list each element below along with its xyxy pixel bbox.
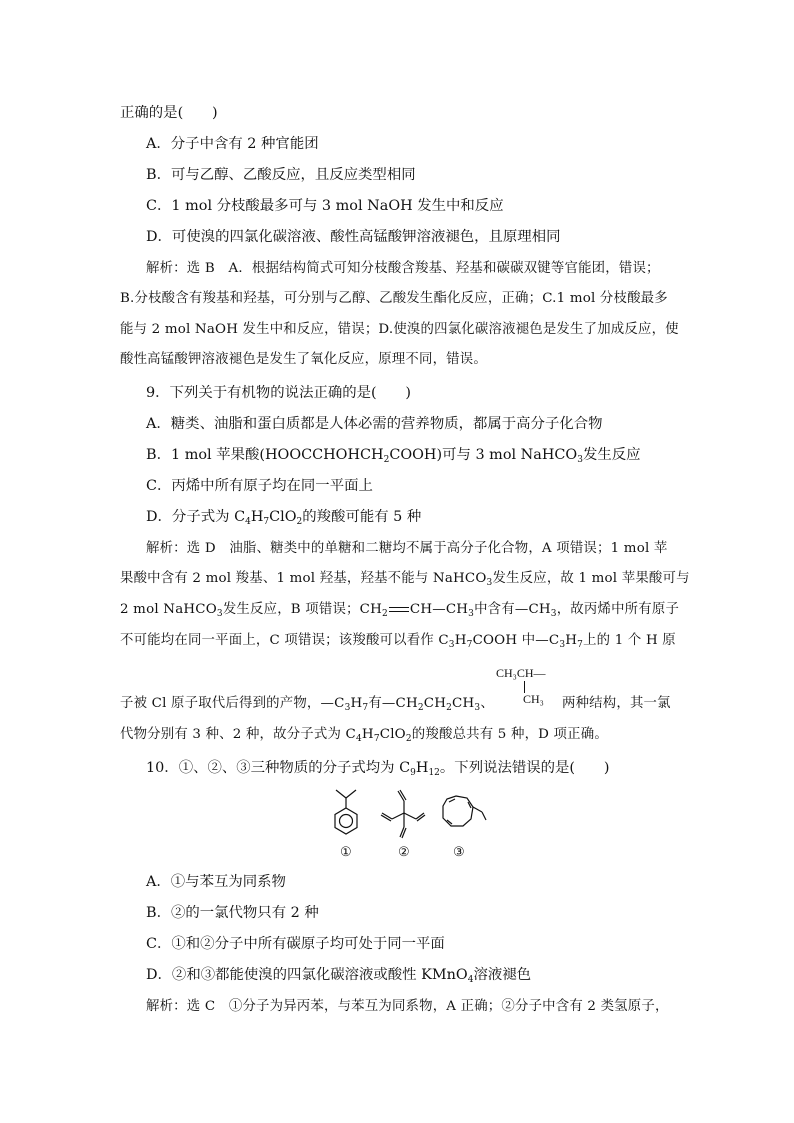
isopropyl-structure-bottom: CH₃: [523, 692, 544, 706]
solution-9-line-2: 果酸中含有 2 mol 羧基、1 mol 羟基，羟基不能与 NaHCO$_3$发生反应，故 1 mol 苹果酸可与: [120, 571, 690, 588]
double-bond-sign: [388, 606, 410, 614]
option-d-8: D．可使溴的四氯化碳溶液、酸性高锰酸钾溶液褪色，且原理相同: [146, 229, 561, 245]
option-a-8: A．分子中含有 2 种官能团: [146, 136, 319, 152]
molecule-2-trivinyl-icon: [378, 787, 430, 843]
option-c-10: C．①和②分子中所有碳原子均可处于同一平面: [146, 936, 445, 952]
option-a-9: A．糖类、油脂和蛋白质都是人体必需的营养物质，都属于高分子化合物: [146, 416, 603, 432]
question-9: 9．下列关于有机物的说法正确的是( ): [146, 385, 412, 401]
question-10: 10．①、②、③三种物质的分子式均为 $C_9H_{12}$。下列说法错误的是( ): [146, 760, 610, 778]
molecule-1-isopropylbenzene-icon: [326, 786, 366, 844]
molecule-3-label: ③: [453, 845, 465, 860]
solution-9-line-5: 子被 Cl 原子取代后得到的产物，$—C_3H_7$有$—CH_2CH_2CH_3$、: [120, 696, 494, 713]
option-b-8: B．可与乙醇、乙酸反应，且反应类型相同: [146, 167, 416, 183]
isopropyl-structure-top: CH₃CH—: [496, 666, 546, 680]
option-d-10: D．②和③都能使溴的四氯化碳溶液或酸性 KMnO$_4$溶液褪色: [146, 967, 532, 985]
solution-9-line-3: 2 mol NaHCO$_3$发生反应，B 项错误；$CH_2$ $CH—CH_3$中含有$—CH_3$，故丙烯中所有原子: [120, 602, 680, 619]
option-c-9: C．丙烯中所有原子均在同一平面上: [146, 478, 373, 494]
solution-9-line-6: 代物分别有 3 种、2 种，故分子式为 $C_4H_7ClO_2$的羧酸总共有 5 种，D 项正确。: [120, 727, 608, 744]
solution-8-line-2: B.分枝酸含有羧基和羟基，可分别与乙醇、乙酸发生酯化反应，正确；C.1 mol 分枝酸最多: [120, 291, 668, 306]
option-c-8: C．1 mol 分枝酸最多可与 3 mol NaOH 发生中和反应: [146, 198, 504, 214]
solution-8-line-1: 解析：选 B A．根据结构简式可知分枝酸含羧基、羟基和碳碳双键等官能团，错误；: [146, 261, 660, 276]
molecule-1-label: ①: [340, 845, 352, 860]
option-b-9: B．1 mol 苹果酸$(HOOCCHOHCH_2COOH)$可与 3 mol NaHCO$_3$发生反应: [146, 447, 641, 465]
option-b-10: B．②的一氯代物只有 2 种: [146, 905, 319, 921]
solution-9-line-1: 解析：选 D 油脂、糖类中的单糖和二糖均不属于高分子化合物，A 项错误；1 mol 苹: [146, 541, 668, 556]
option-d-9: D．分子式为 $C_4H_7ClO_2$的羧酸可能有 5 种: [146, 509, 422, 527]
molecule-2-label: ②: [398, 845, 410, 860]
solution-9-line-5-end: 两种结构，其一氯: [562, 696, 671, 711]
molecule-3-cycloheptatriene-icon: [438, 790, 490, 840]
solution-8-line-3: 能与 2 mol NaOH 发生中和反应，错误；D.使溴的四氯化碳溶液褪色是发生了加成反应，使: [120, 322, 679, 337]
option-a-10: A．①与苯互为同系物: [146, 874, 286, 890]
solution-8-line-4: 酸性高锰酸钾溶液褪色是发生了氧化反应，原理不同，错误。: [120, 352, 487, 367]
solution-9-line-4: 不可能均在同一平面上，C 项错误；该羧酸可以看作 $C_3H_7COOH$ 中$—C_3H_7$上的 1 个 H 原: [120, 633, 676, 650]
solution-10-line-1: 解析：选 C ①分子为异丙苯，与苯互为同系物，A 正确；②分子中含有 2 类氢原子，: [146, 999, 669, 1014]
line-0: 正确的是( ): [120, 105, 218, 121]
